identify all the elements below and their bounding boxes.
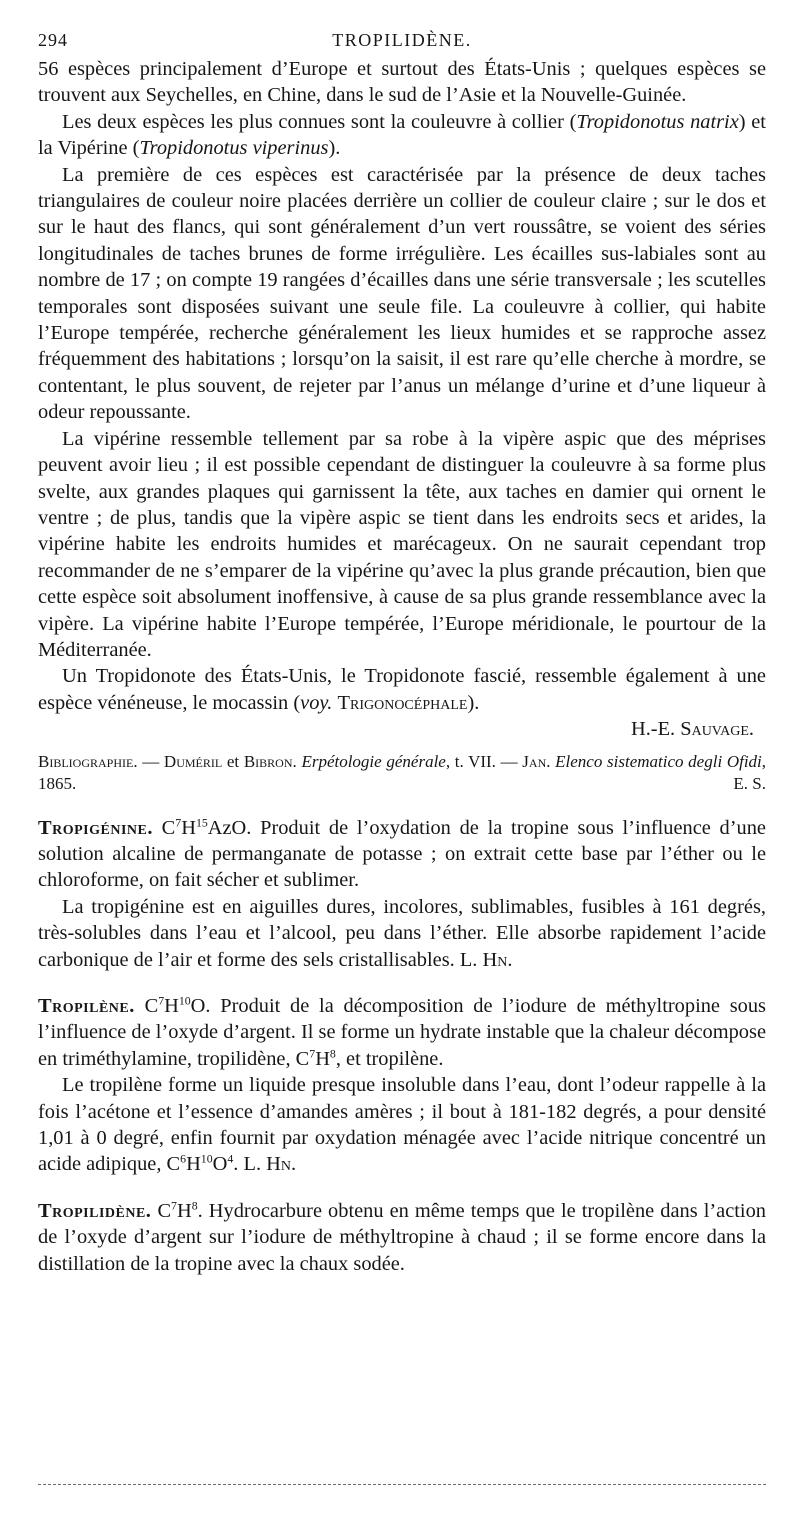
bibliography: Bibliographie. — Duméril et Bibron. Erpétologie générale, t. VII. — Jan. Elenco sistematico degli Ofidi, 1865. E. S. [38,751,767,793]
headword: Tropilidène. [38,1199,152,1222]
formula-index: 15 [195,814,208,829]
chemical-formula [145,995,211,1017]
formula-index: 8 [191,1198,198,1213]
entry-properties [38,894,766,973]
bibliography-author: Duméril [163,751,223,771]
formula-index: 6 [180,1151,187,1166]
entry-definition [38,993,766,1072]
entry-properties [38,1072,766,1178]
bibliography-signature [38,773,766,795]
paragraph-viperine: La vipérine ressemble tellement par sa robe à la vipère aspic que des méprises peuvent avoir lieu ; il est possible cependant de distinguer la couleuvre à sa forme plus svelte, aux grandes plaques qui garnissent la tête, aux taches en damier qui ornent le ventre ; de plus, tandis que la vipère aspic se tient dans les endroits secs et arides, la vipérine habite les endroits humides et marécageux. On ne saurait cependant trop recommander de ne s’emparer de la vipérine qu’avec la plus grande précaution, bien que cette espèce soit absolument inoffensive, à cause de sa plus grande ressemblance avec la vipère. La vipérine habite l’Europe tempérée, l’Europe méridionale, le pourtour de la Méditerranée. [38,427,766,661]
text-run: Le tropilène forme un liquide presque insoluble dans l’eau, dont l’odeur rappelle à la fois l’acétone et l’essence d’amandes amères ; il bout à 181-182 degrés, a pour densité 1,01 à 0 degré, enfin fournit par oxydation ménagée avec l’acide nitrique concentré un acide adipique, [38,1074,766,1176]
species-name-natrix: Tropidonotus natrix [576,110,739,133]
chemical-formula [161,814,252,839]
bibliography-year: , 1865. [38,751,767,793]
formula-part: H [181,816,196,839]
chemical-formula [167,1153,234,1175]
text-run: , et tropilène. [335,1047,444,1070]
formula-part: C [166,1153,181,1176]
entry-tropilene [38,993,766,1178]
bottom-rule [38,1484,766,1485]
paragraph-known-species [38,109,766,162]
formula-index: 10 [200,1151,213,1166]
text-run: Hydrocarbure obtenu en même temps que le tropilène dans l’action de l’oxyde d’argent sur l’iodure de méthyltropine à chaud ; il se forme encore dans la distillation de la tropine avec la chaux sodée. [38,1199,766,1275]
bibliography-title: Erpétologie générale [301,751,446,771]
signature-initials: E. S. [733,773,766,793]
paragraph-collar-snake: La première de ces espèces est caractérisée par la présence de deux taches triangulaires de couleur noire placées derrière un collier de couleur claire ; sur le dos et sur le haut des flancs, qui sont généralement d’un vert roussâtre, se voient des séries longitudinales de taches brunes de forme irrégulière. Les écailles sus-labiales sont au nombre de 17 ; on compte 19 rangées d’écailles dans une série transversale ; les scutelles temporales sont disposées suivant une seule file. La couleuvre à collier, qui habite l’Europe tempérée, recherche généralement les lieux humides et se rapproche assez fréquemment des habitations ; lorsqu’on la saisit, il est rare qu’elle cherche à mordre, se contentant, le plus souvent, de rejeter par l’anus un mélange d’urine et d’une liqueur à odeur repoussante. [38,163,766,424]
headword: Tropilène. [38,995,135,1017]
headword: Tropigénine. [38,816,153,839]
running-title: TROPILIDÈNE. [332,30,472,50]
text-run: Produit de la décomposition de l’iodure de méthyltropine sous l’influence de l’oxyde d’argent. Il se forme un hydrate instable que la chaleur décompose en triméthylamine, tropilidène, [38,995,766,1070]
formula-part: O. [190,995,211,1017]
text-run: ). [467,691,480,714]
bibliography-volume: , t. VII. — [445,751,518,771]
formula-part: C [295,1047,310,1070]
entry-tropigenine [38,815,766,973]
text-run: . [233,1153,239,1176]
formula-index: 4 [227,1151,234,1166]
page-header [38,30,766,56]
page-number: 294 [38,30,68,50]
text-run: La tropigénine est en aiguilles dures, incolores, sublimables, fusibles à 161 degrés, très-solubles dans l’eau et l’alcool, peu dans l’éther. Elle absorbe rapidement l’acide carbonique de l’air et forme des sels cristallisables. [38,895,766,971]
cross-reference: Trigonocéphale [337,691,468,714]
bibliography-author: Bibron. [243,751,297,771]
text-run: Les deux espèces les plus connues sont la couleuvre à collier ( [62,110,577,133]
bibliography-author: Jan. [522,751,551,771]
entry-definition [38,1198,766,1277]
text-run: ) et la Vipérine ( [38,110,766,160]
author-signature: L. Hn. [243,1153,297,1176]
page-body [38,56,766,1277]
formula-part: H [315,1047,330,1070]
dictionary-page [38,30,766,1277]
bibliography-conjunction: et [226,751,240,771]
formula-part: C [144,995,159,1017]
text-run: Produit de l’oxydation de la tropine sous l’influence d’une solution alcaline de permanganate de potasse ; on extrait cette base par l’éther ou le chloroforme, on fait sécher et sublimer. [38,816,766,892]
see-also-abbrev: voy. [300,691,333,714]
bibliography-title: Elenco sistematico degli Ofidi [555,751,762,771]
formula-part: C [157,1199,172,1222]
formula-index: 8 [329,1046,336,1061]
formula-part: O [212,1153,228,1176]
entry-tropilidene [38,1198,766,1277]
formula-part: H [186,1153,201,1176]
entry-definition [38,815,766,894]
chemical-formula [296,1048,336,1070]
formula-index: 10 [178,993,191,1008]
formula-index: 7 [171,1198,177,1213]
text-run: ). [328,137,341,160]
formula-index: 7 [309,1046,316,1061]
chemical-formula [157,1200,202,1222]
paragraph-species-distribution: 56 espèces principalement d’Europe et surtout des États-Unis ; quelques espèces se trouvent aux Seychelles, en Chine, dans le sud de l’Asie et la Nouvelle-Guinée. [38,58,766,107]
formula-part: AzO. [207,816,252,839]
author-signature: L. Hn. [459,948,513,971]
formula-part: C [161,816,176,839]
bibliography-label: Bibliographie. [38,751,138,771]
author-signature: H.-E. Sauvage. [630,718,754,741]
formula-part: H [176,1199,192,1222]
formula-index: 7 [175,814,182,829]
formula-part: H [164,995,179,1017]
text-run: Un Tropidonote des États-Unis, le Tropidonote fascié, ressemble également à une espèce vénéneuse, le mocassin ( [38,665,766,714]
formula-part: . [197,1199,203,1222]
paragraph-us-tropidonote [38,663,766,716]
formula-index: 7 [158,993,165,1008]
species-name-viperinus: Tropidonotus viperinus [139,137,329,160]
